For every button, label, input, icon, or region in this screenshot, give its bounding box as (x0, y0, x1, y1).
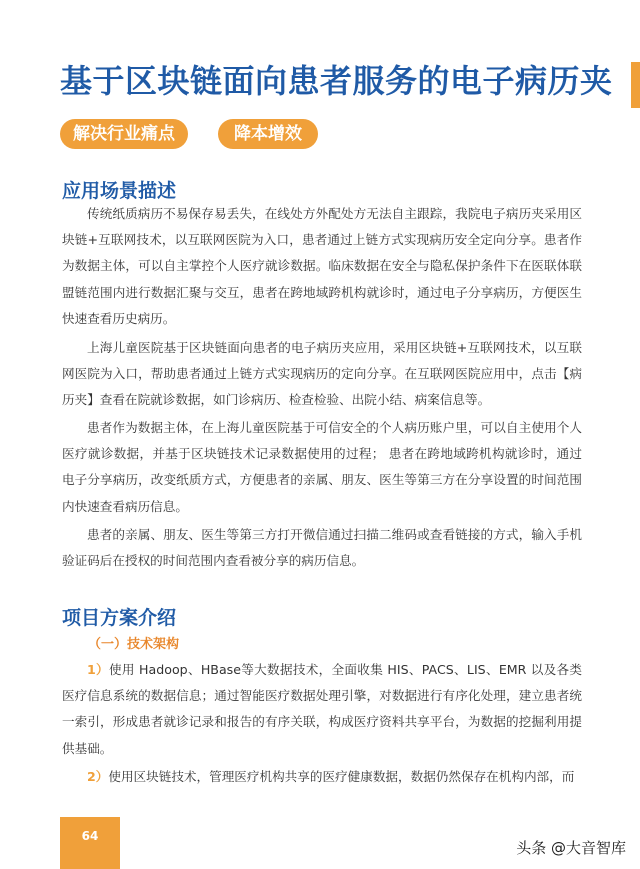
page-title: 基于区块链面向患者服务的电子病历夹 (60, 62, 613, 100)
paragraph: 患者的亲属、朋友、医生等第三方打开微信通过扫描二维码或查看链接的方式，输入手机验证码后在授权的时间范围内查看被分享的病历信息。 (62, 527, 582, 569)
paragraph: 传统纸质病历不易保存易丢失，在线处方外配处方无法自主跟踪，我院电子病历夹采用区块链+互联网技术，以互联网医院为入口，患者通过上链方式实现病历安全定向分享。患者作为数据主体，可以自主掌控个人医疗就诊数据。临床数据在安全与隐私保护条件下在医联体联盟链范围内进行数据汇聚与交互，患者在跨地域跨机构就诊时，通过电子分享病历，方便医生快速查看历史病历。 (62, 206, 582, 326)
paragraph: 患者作为数据主体，在上海儿童医院基于可信安全的个人病历账户里，可以自主使用个人医疗就诊数据，并基于区块链技术记录数据使用的过程； 患者在跨地域跨机构就诊时，通过电子分享病历，改变纸质方式，方便患者的亲属、朋友、医生等第三方在分享设置的时间范围内快速查看病历信息。 (62, 420, 582, 514)
tag-pain-points: 解决行业痛点 (60, 119, 188, 149)
subheading-tech-architecture: （一）技术架构 (88, 637, 180, 652)
page-number-box (60, 817, 120, 869)
item-number: 1） (87, 662, 109, 677)
accent-bar (631, 62, 640, 108)
page-number: 64 (81, 829, 99, 843)
numbered-paragraph (62, 764, 582, 790)
watermark: 头条 @大音智库 (516, 839, 626, 857)
numbered-paragraph (62, 657, 582, 762)
paragraph: 上海儿童医院基于区块链面向患者的电子病历夹应用，采用区块链+互联网技术，以互联网医院为入口，帮助患者通过上链方式实现病历的定向分享。在互联网医院应用中，点击【病历夹】查看在院就诊数据，如门诊病历、检查检验、出院小结、病案信息等。 (62, 340, 582, 408)
item-number: 2） (87, 769, 109, 784)
item-text: 使用 Hadoop、HBase等大数据技术，全面收集 HIS、PACS、LIS、EMR 以及各类医疗信息系统的数据信息；通过智能医疗数据处理引擎，对数据进行有序化处理，建立患者统一索引，形成患者就诊记录和报告的有序关联，构成医疗资料共享平台，为数据的挖掘利用提供基础。 (62, 662, 583, 756)
item-text: 使用区块链技术，管理医疗机构共享的医疗健康数据，数据仍然保存在机构内部，而 (108, 769, 575, 784)
tag-cost-efficiency: 降本增效 (218, 119, 318, 149)
section-heading-solution: 项目方案介绍 (62, 607, 177, 629)
section-heading-scenario: 应用场景描述 (62, 180, 177, 202)
